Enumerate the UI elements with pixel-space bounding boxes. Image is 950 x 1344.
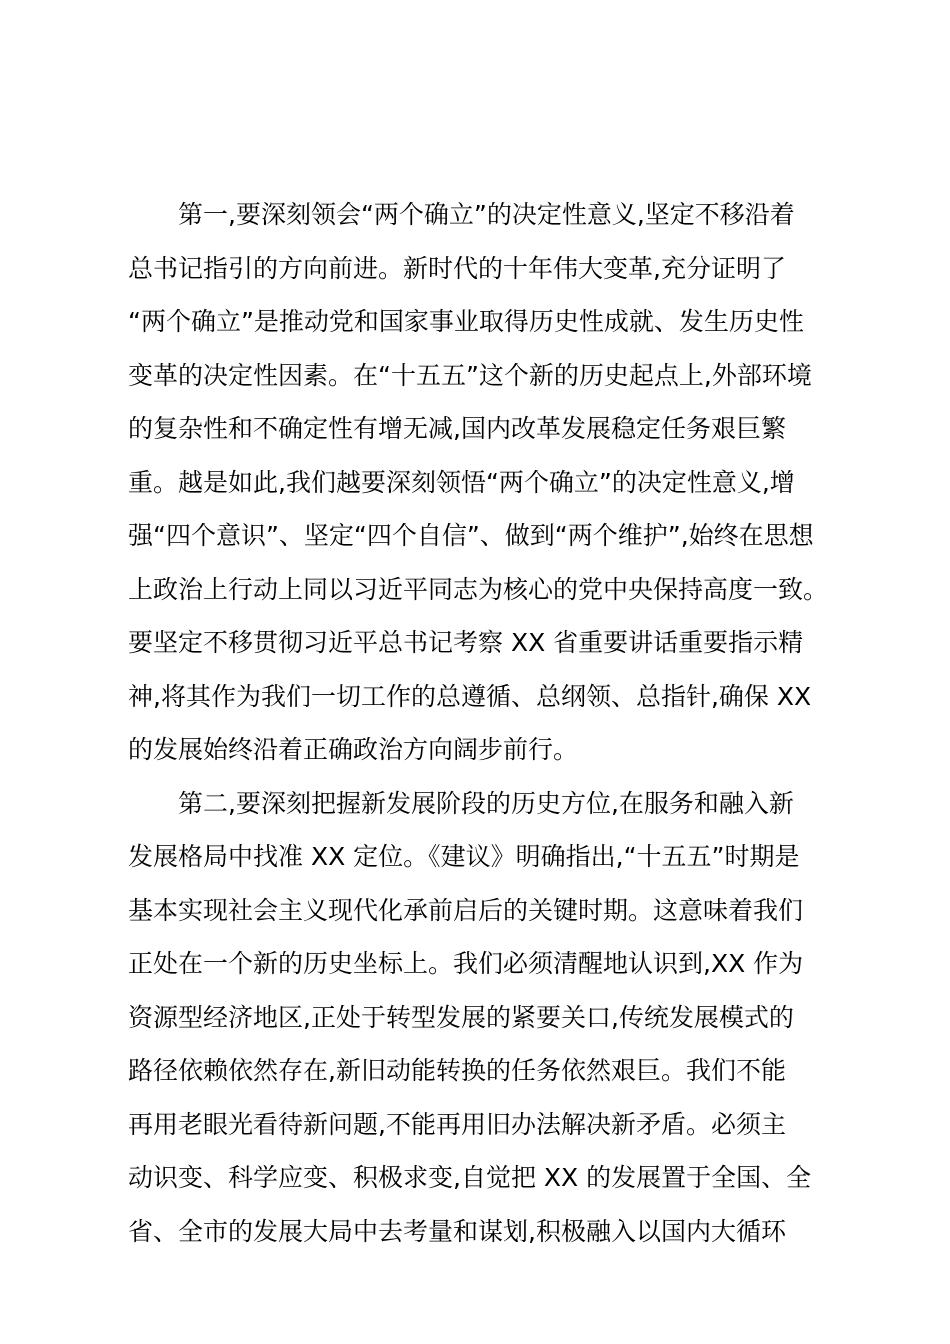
text-line: 强“四个意识”、坚定“四个自信”、做到“两个维护”,始终在思想 [128,521,814,550]
body-text [128,196,828,1266]
text-line: 要坚定不移贯彻习近平总书记考察 XX 省重要讲话重要指示精 [128,628,804,657]
text-line: 上政治上行动上同以习近平同志为核心的党中央保持高度一致。 [128,574,829,604]
paragraph-1 [128,196,828,769]
text-line: 正处在一个新的历史坐标上。我们必须清醒地认识到,XX 作为 [128,949,804,978]
text-line: 发展格局中找准 XX 定位。《建议》明确指出,“十五五”时期是 [128,842,800,871]
text-line: 第二,要深刻把握新发展阶段的历史方位,在服务和融入新 [178,788,794,818]
text-line: 变革的决定性因素。在“十五五”这个新的历史起点上,外部环境 [128,360,812,390]
text-line: 资源型经济地区,正处于转型发展的紧要关口,传统发展模式的 [128,1002,794,1032]
text-line: 再用老眼光看待新问题,不能再用旧办法解决新矛盾。必须主 [128,1109,786,1139]
text-line: 路径依赖依然存在,新旧动能转换的任务依然艰巨。我们不能 [128,1056,786,1085]
text-line: 的发展始终沿着正确政治方向阔步前行。 [128,735,579,764]
text-line: 总书记指引的方向前进。新时代的十年伟大变革,充分证明了 [128,253,786,283]
text-line: 基本实现社会主义现代化承前启后的关键时期。这意味着我们 [128,895,804,925]
text-line: 省、全市的发展大局中去考量和谋划,积极融入以国内大循环 [128,1216,786,1246]
text-line: 重。越是如此,我们越要深刻领悟“两个确立”的决定性意义,增 [128,467,795,497]
paragraph-2 [128,785,828,1251]
text-line: 第一,要深刻领会“两个确立”的决定性意义,坚定不移沿着 [178,200,795,229]
text-line: 神,将其作为我们一切工作的总遵循、总纲领、总指针,确保 XX [128,681,812,711]
text-line: 动识变、科学应变、积极求变,自觉把 XX 的发展置于全国、全 [128,1163,812,1192]
text-line: 的复杂性和不确定性有增无减,国内改革发展稳定任务艰巨繁 [128,414,786,443]
text-line: “两个确立”是推动党和国家事业取得历史性成就、发生历史性 [128,307,804,336]
